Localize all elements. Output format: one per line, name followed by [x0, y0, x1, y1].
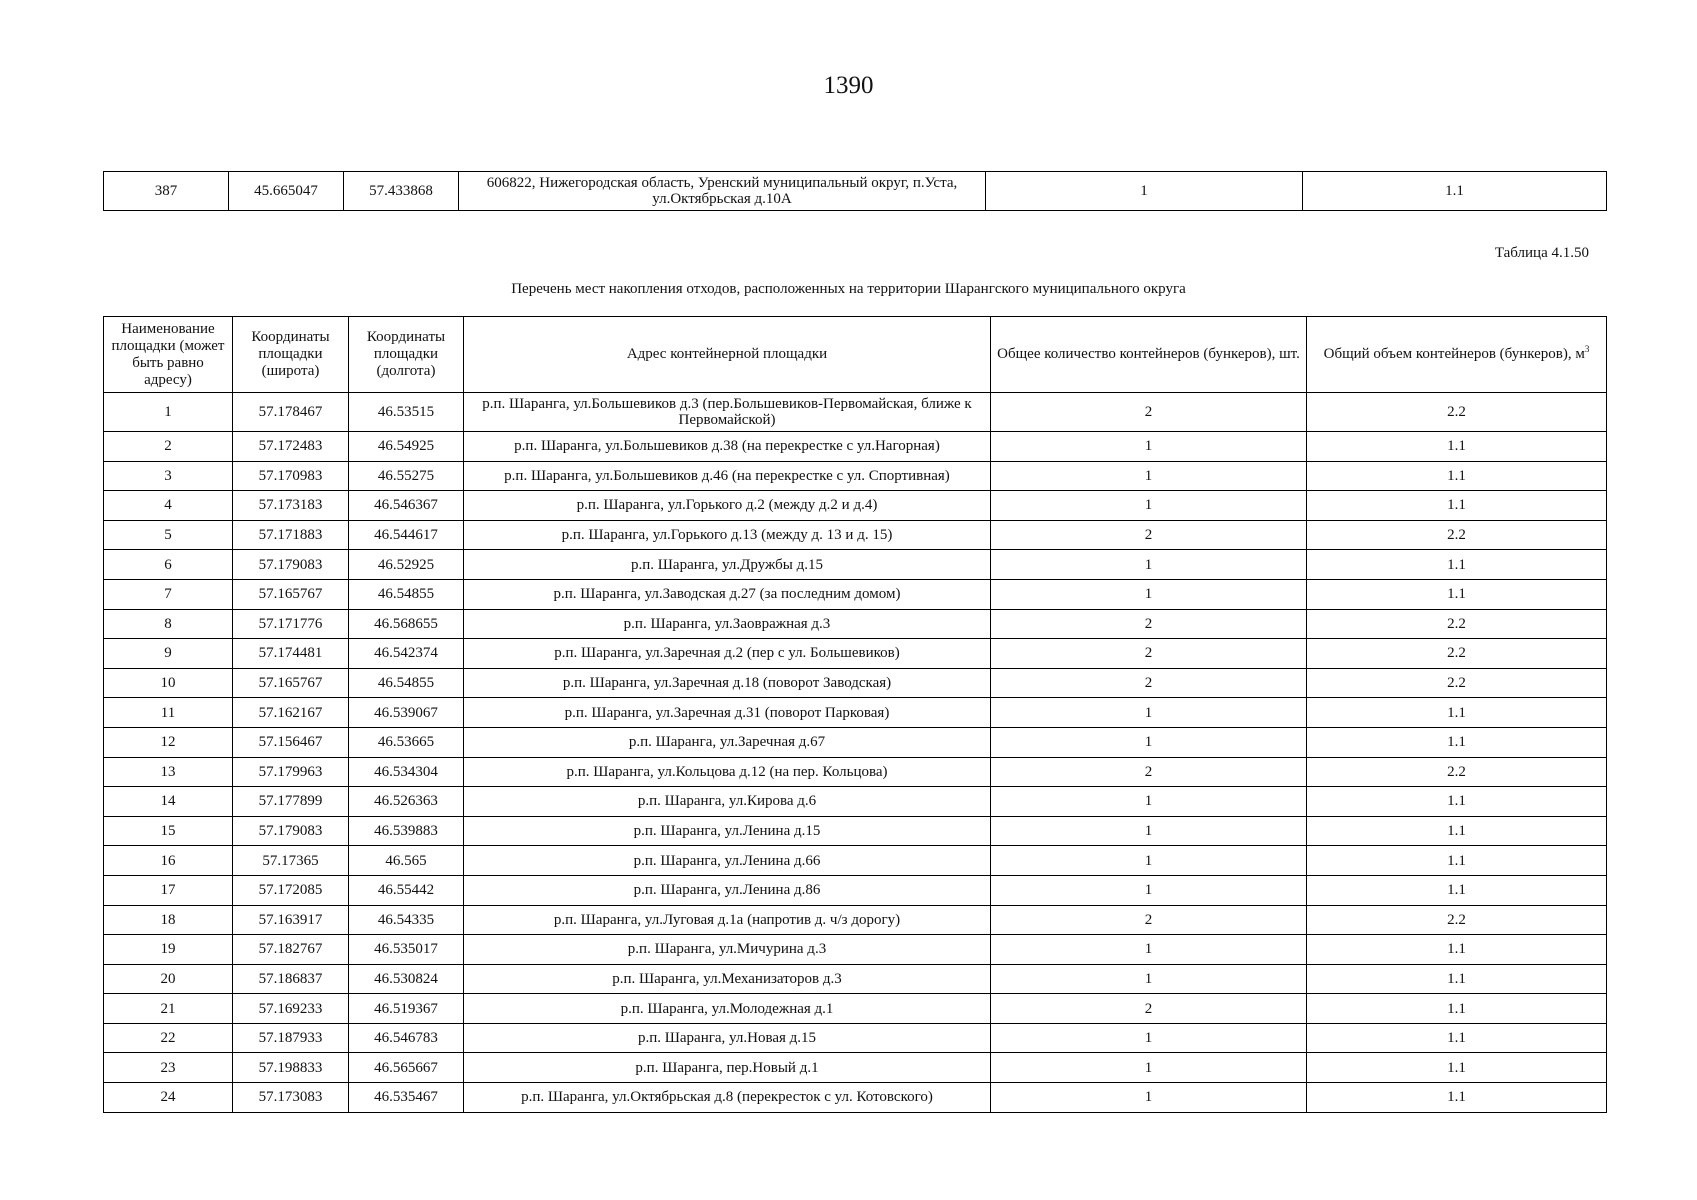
- cell-count: 1: [991, 787, 1307, 817]
- table-row: [104, 1053, 1607, 1083]
- waste-sites-table: [103, 316, 1607, 1113]
- cell-num: 5: [104, 520, 233, 550]
- table-row: [104, 668, 1607, 698]
- table-row: [104, 1083, 1607, 1113]
- cell-num: 16: [104, 846, 233, 876]
- cell-address: р.п. Шаранга, ул.Ленина д.86: [464, 875, 991, 905]
- cell-address: р.п. Шаранга, ул.Новая д.15: [464, 1023, 991, 1053]
- cell-lat: 45.665047: [229, 172, 344, 211]
- cell-lon: 46.565667: [349, 1053, 464, 1083]
- cell-address: р.п. Шаранга, ул.Горького д.2 (между д.2 и д.4): [464, 491, 991, 521]
- cell-lon: 46.539067: [349, 698, 464, 728]
- waste-sites-table-body: [104, 393, 1607, 1113]
- table-row: [104, 935, 1607, 965]
- cell-volume: 1.1: [1307, 579, 1607, 609]
- cell-num: 15: [104, 816, 233, 846]
- cell-address: р.п. Шаранга, ул.Заводская д.27 (за последним домом): [464, 579, 991, 609]
- cell-count: 2: [991, 994, 1307, 1024]
- table-header-row: [104, 317, 1607, 393]
- cell-num: 2: [104, 432, 233, 462]
- cell-num: 21: [104, 994, 233, 1024]
- cell-num: 20: [104, 964, 233, 994]
- cell-lat: 57.179083: [233, 550, 349, 580]
- cell-count: 2: [991, 757, 1307, 787]
- cell-count: 2: [991, 520, 1307, 550]
- cell-address: р.п. Шаранга, ул.Заречная д.2 (пер с ул. Большевиков): [464, 639, 991, 669]
- cell-address: р.п. Шаранга, ул.Кирова д.6: [464, 787, 991, 817]
- cell-num: 14: [104, 787, 233, 817]
- cell-address: р.п. Шаранга, ул.Горького д.13 (между д. 13 и д. 15): [464, 520, 991, 550]
- cell-num: 8: [104, 609, 233, 639]
- cell-lat: 57.187933: [233, 1023, 349, 1053]
- table-row: [104, 639, 1607, 669]
- cell-lon: 46.546367: [349, 491, 464, 521]
- table-row: [104, 905, 1607, 935]
- cell-lat: 57.173183: [233, 491, 349, 521]
- header-name: Наименование площадки (может быть равно адресу): [104, 317, 233, 393]
- cell-lon: 46.54855: [349, 668, 464, 698]
- cell-volume: 1.1: [1303, 172, 1607, 211]
- cell-address: р.п. Шаранга, ул.Мичурина д.3: [464, 935, 991, 965]
- cell-address: р.п. Шаранга, ул.Заречная д.31 (поворот Парковая): [464, 698, 991, 728]
- cell-count: 1: [986, 172, 1303, 211]
- cell-num: 12: [104, 727, 233, 757]
- cell-lon: 46.535017: [349, 935, 464, 965]
- cell-volume: 1.1: [1307, 432, 1607, 462]
- cell-lat: 57.172483: [233, 432, 349, 462]
- table-row: [104, 393, 1607, 432]
- cell-lon: 46.526363: [349, 787, 464, 817]
- cell-lon: 57.433868: [344, 172, 459, 211]
- cell-lat: 57.179963: [233, 757, 349, 787]
- cell-lon: 46.53515: [349, 393, 464, 432]
- cell-count: 1: [991, 875, 1307, 905]
- cell-address: р.п. Шаранга, ул.Молодежная д.1: [464, 994, 991, 1024]
- cell-lon: 46.54925: [349, 432, 464, 462]
- cell-address: р.п. Шаранга, ул.Заречная д.67: [464, 727, 991, 757]
- cell-volume: 1.1: [1307, 846, 1607, 876]
- cell-lon: 46.535467: [349, 1083, 464, 1113]
- cell-num: 10: [104, 668, 233, 698]
- cell-lat: 57.170983: [233, 461, 349, 491]
- table-row: [104, 461, 1607, 491]
- table-row: [104, 520, 1607, 550]
- cell-lat: 57.163917: [233, 905, 349, 935]
- cell-count: 2: [991, 609, 1307, 639]
- cell-address: 606822, Нижегородская область, Уренский муниципальный округ, п.Уста, ул.Октябрьская д.10А: [459, 172, 986, 211]
- cell-count: 1: [991, 461, 1307, 491]
- cell-lat: 57.177899: [233, 787, 349, 817]
- cell-lat: 57.198833: [233, 1053, 349, 1083]
- cell-volume: 1.1: [1307, 550, 1607, 580]
- cell-lon: 46.54855: [349, 579, 464, 609]
- header-count: Общее количество контейнеров (бункеров), шт.: [991, 317, 1307, 393]
- cell-address: р.п. Шаранга, ул.Дружбы д.15: [464, 550, 991, 580]
- cell-count: 1: [991, 846, 1307, 876]
- cell-num: 23: [104, 1053, 233, 1083]
- cell-count: 1: [991, 698, 1307, 728]
- table-row: [104, 698, 1607, 728]
- cell-count: 1: [991, 727, 1307, 757]
- cell-lon: 46.534304: [349, 757, 464, 787]
- cell-count: 1: [991, 491, 1307, 521]
- cell-volume: 1.1: [1307, 935, 1607, 965]
- cell-lat: 57.182767: [233, 935, 349, 965]
- cell-num: 19: [104, 935, 233, 965]
- cell-lon: 46.54335: [349, 905, 464, 935]
- cell-lon: 46.55442: [349, 875, 464, 905]
- cell-address: р.п. Шаранга, ул.Механизаторов д.3: [464, 964, 991, 994]
- cell-address: р.п. Шаранга, ул.Большевиков д.38 (на перекрестке с ул.Нагорная): [464, 432, 991, 462]
- cell-num: 387: [104, 172, 229, 211]
- table-row: [104, 994, 1607, 1024]
- cell-num: 3: [104, 461, 233, 491]
- cell-volume: 1.1: [1307, 461, 1607, 491]
- header-volume-unit-sup: 3: [1584, 344, 1590, 354]
- header-lon: Координаты площадки (долгота): [349, 317, 464, 393]
- cell-lat: 57.162167: [233, 698, 349, 728]
- cell-volume: 1.1: [1307, 875, 1607, 905]
- cell-volume: 2.2: [1307, 520, 1607, 550]
- cell-lat: 57.169233: [233, 994, 349, 1024]
- cell-volume: 1.1: [1307, 727, 1607, 757]
- cell-num: 17: [104, 875, 233, 905]
- page-number: 1390: [823, 72, 874, 99]
- cell-lat: 57.179083: [233, 816, 349, 846]
- cell-lon: 46.52925: [349, 550, 464, 580]
- cell-lon: 46.55275: [349, 461, 464, 491]
- cell-volume: 2.2: [1307, 639, 1607, 669]
- table-row: [104, 172, 1607, 211]
- header-volume: [1307, 317, 1607, 393]
- cell-volume: 1.1: [1307, 698, 1607, 728]
- cell-lon: 46.530824: [349, 964, 464, 994]
- cell-address: р.п. Шаранга, ул.Октябрьская д.8 (перекресток с ул. Котовского): [464, 1083, 991, 1113]
- cell-address: р.п. Шаранга, ул.Большевиков д.3 (пер.Большевиков-Первомайская, ближе к Первомайской): [464, 393, 991, 432]
- cell-volume: 2.2: [1307, 609, 1607, 639]
- cell-lat: 57.165767: [233, 668, 349, 698]
- cell-lat: 57.17365: [233, 846, 349, 876]
- cell-volume: 2.2: [1307, 393, 1607, 432]
- cell-volume: 1.1: [1307, 964, 1607, 994]
- table-row: [104, 579, 1607, 609]
- cell-num: 4: [104, 491, 233, 521]
- cell-count: 1: [991, 1083, 1307, 1113]
- cell-count: 2: [991, 393, 1307, 432]
- cell-lat: 57.171776: [233, 609, 349, 639]
- cell-lat: 57.171883: [233, 520, 349, 550]
- cell-address: р.п. Шаранга, ул.Кольцова д.12 (на пер. Кольцова): [464, 757, 991, 787]
- table-row: [104, 757, 1607, 787]
- cell-volume: 1.1: [1307, 491, 1607, 521]
- cell-lat: 57.165767: [233, 579, 349, 609]
- previous-table-body: [104, 172, 1607, 211]
- table-row: [104, 550, 1607, 580]
- table-row: [104, 1023, 1607, 1053]
- cell-volume: 2.2: [1307, 757, 1607, 787]
- cell-address: р.п. Шаранга, ул.Луговая д.1а (напротив д. ч/з дорогу): [464, 905, 991, 935]
- cell-count: 1: [991, 579, 1307, 609]
- header-volume-text: Общий объем контейнеров (бункеров), м: [1323, 346, 1585, 362]
- cell-address: р.п. Шаранга, ул.Ленина д.66: [464, 846, 991, 876]
- cell-count: 1: [991, 550, 1307, 580]
- cell-num: 13: [104, 757, 233, 787]
- cell-volume: 1.1: [1307, 1083, 1607, 1113]
- previous-table: [103, 171, 1607, 211]
- cell-volume: 2.2: [1307, 668, 1607, 698]
- cell-address: р.п. Шаранга, ул.Большевиков д.46 (на перекрестке с ул. Спортивная): [464, 461, 991, 491]
- cell-lat: 57.156467: [233, 727, 349, 757]
- cell-count: 1: [991, 964, 1307, 994]
- cell-num: 6: [104, 550, 233, 580]
- cell-lon: 46.568655: [349, 609, 464, 639]
- cell-volume: 2.2: [1307, 905, 1607, 935]
- table-row: [104, 816, 1607, 846]
- cell-num: 7: [104, 579, 233, 609]
- table-row: [104, 491, 1607, 521]
- cell-address: р.п. Шаранга, пер.Новый д.1: [464, 1053, 991, 1083]
- cell-lat: 57.186837: [233, 964, 349, 994]
- cell-volume: 1.1: [1307, 816, 1607, 846]
- cell-volume: 1.1: [1307, 787, 1607, 817]
- cell-lat: 57.174481: [233, 639, 349, 669]
- cell-lat: 57.173083: [233, 1083, 349, 1113]
- cell-lat: 57.178467: [233, 393, 349, 432]
- cell-lon: 46.544617: [349, 520, 464, 550]
- table-row: [104, 846, 1607, 876]
- cell-count: 2: [991, 905, 1307, 935]
- table-caption: Перечень мест накопления отходов, расположенных на территории Шарангского муниципального округа: [511, 281, 1186, 297]
- cell-num: 22: [104, 1023, 233, 1053]
- cell-num: 18: [104, 905, 233, 935]
- cell-num: 1: [104, 393, 233, 432]
- cell-lon: 46.546783: [349, 1023, 464, 1053]
- table-label: Таблица 4.1.50: [1494, 245, 1589, 261]
- cell-volume: 1.1: [1307, 994, 1607, 1024]
- cell-address: р.п. Шаранга, ул.Заовражная д.3: [464, 609, 991, 639]
- cell-count: 1: [991, 935, 1307, 965]
- cell-lat: 57.172085: [233, 875, 349, 905]
- cell-lon: 46.542374: [349, 639, 464, 669]
- cell-num: 24: [104, 1083, 233, 1113]
- table-row: [104, 432, 1607, 462]
- cell-lon: 46.539883: [349, 816, 464, 846]
- table-row: [104, 964, 1607, 994]
- header-lat: Координаты площадки (широта): [233, 317, 349, 393]
- header-address: Адрес контейнерной площадки: [464, 317, 991, 393]
- cell-lon: 46.565: [349, 846, 464, 876]
- cell-count: 1: [991, 432, 1307, 462]
- cell-count: 1: [991, 1053, 1307, 1083]
- cell-volume: 1.1: [1307, 1053, 1607, 1083]
- table-row: [104, 875, 1607, 905]
- cell-volume: 1.1: [1307, 1023, 1607, 1053]
- cell-address: р.п. Шаранга, ул.Ленина д.15: [464, 816, 991, 846]
- table-row: [104, 727, 1607, 757]
- cell-address: р.п. Шаранга, ул.Заречная д.18 (поворот Заводская): [464, 668, 991, 698]
- cell-num: 11: [104, 698, 233, 728]
- cell-count: 2: [991, 668, 1307, 698]
- cell-count: 2: [991, 639, 1307, 669]
- table-row: [104, 609, 1607, 639]
- cell-count: 1: [991, 1023, 1307, 1053]
- cell-lon: 46.519367: [349, 994, 464, 1024]
- cell-count: 1: [991, 816, 1307, 846]
- table-row: [104, 787, 1607, 817]
- cell-num: 9: [104, 639, 233, 669]
- cell-lon: 46.53665: [349, 727, 464, 757]
